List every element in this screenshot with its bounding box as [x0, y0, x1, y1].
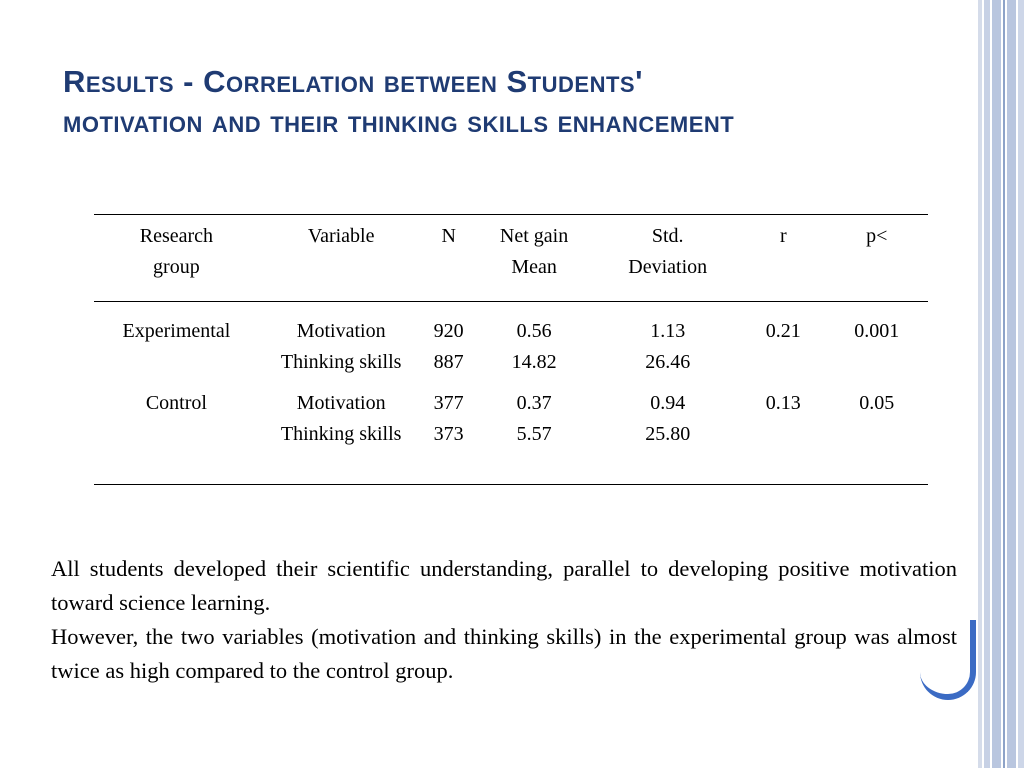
cell-mean: 0.56 14.82: [511, 320, 557, 373]
cell-mean: 0.37 5.57: [516, 392, 552, 445]
table-row: [94, 378, 928, 485]
cell-r: 0.13: [765, 392, 801, 414]
cell-variable: Motivation Thinking skills: [280, 320, 402, 373]
title-line-1: Results - Correlation between Students': [63, 64, 643, 99]
cell-sd: 1.13 26.46: [645, 320, 691, 373]
cell-p: 0.001: [854, 320, 900, 342]
summary-text: [51, 552, 957, 688]
results-table-container: [94, 214, 928, 485]
cell-sd: 0.94 25.80: [645, 392, 691, 445]
table-row: [94, 302, 928, 379]
header-p: p<: [866, 225, 888, 247]
results-table: [94, 214, 928, 485]
summary-paragraph-1: All students developed their scientific understanding, parallel to developing positive motivation toward science learning.: [51, 556, 957, 615]
table-header-row: [94, 215, 928, 302]
slide-title: [63, 62, 963, 142]
cell-n: 377 373: [433, 392, 464, 445]
header-std-deviation: Std. Deviation: [628, 225, 708, 278]
cell-variable: Motivation Thinking skills: [280, 392, 402, 445]
header-net-gain-mean: Net gain Mean: [499, 225, 569, 278]
header-research-group: Research group: [139, 225, 214, 278]
summary-paragraph-2: However, the two variables (motivation and thinking skills) in the experimental group was almost twice as high compared to the control group.: [51, 624, 957, 683]
right-border-decoration: [978, 0, 1024, 768]
header-r: r: [779, 225, 787, 247]
title-line-2: motivation and their thinking skills enhancement: [63, 104, 735, 139]
cell-r: 0.21: [765, 320, 801, 342]
cell-group: Experimental: [122, 320, 231, 342]
header-n: N: [441, 225, 456, 247]
header-variable: Variable: [307, 225, 375, 247]
cell-n: 920 887: [433, 320, 464, 373]
cell-p: 0.05: [859, 392, 895, 414]
cell-group: Control: [145, 392, 207, 414]
